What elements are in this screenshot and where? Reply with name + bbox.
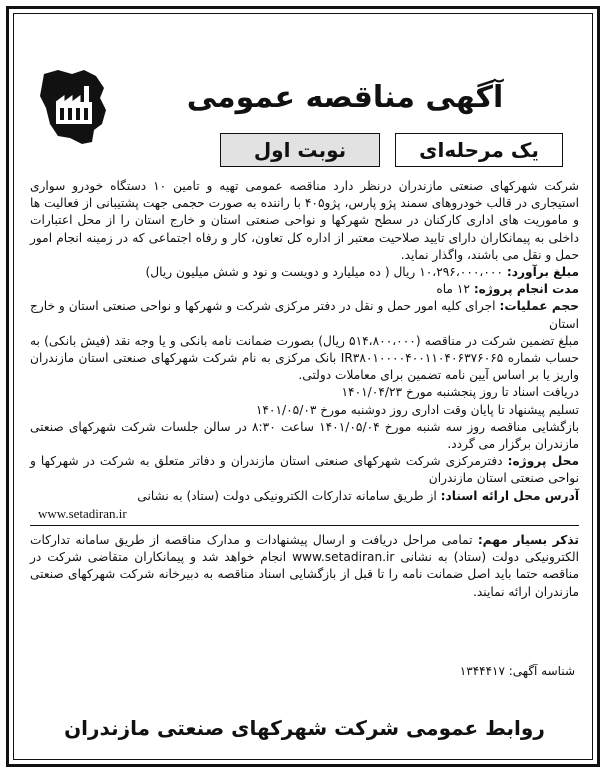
duration-label: مدت انجام پروژه: bbox=[473, 282, 579, 297]
scope-value: اجرای کلیه امور حمل و نقل در دفتر مرکزی شرکت و شهرکها و نواحی صنعتی استان و خارج استان bbox=[30, 299, 579, 331]
ad-title: آگهی مناقصه عمومی bbox=[186, 80, 504, 115]
opening-paragraph: بازگشایی مناقصه روز سه شنبه مورخ ۱۴۰۱/۰۵/۰۴ ساعت ۸:۳۰ در سالن جلسات شرکت شهرکهای صنعتی مازندران برگزار می گردد. bbox=[30, 419, 579, 452]
setadiran-link[interactable]: www.setadiran.ir bbox=[38, 505, 127, 521]
scope-label: حجم عملیات: bbox=[499, 299, 580, 314]
ad-id: شناسه آگهی: ۱۳۴۴۴۱۷ bbox=[459, 664, 575, 678]
estimate-line bbox=[30, 264, 579, 281]
scope-line bbox=[30, 298, 579, 332]
duration-value: ۱۲ ماه bbox=[436, 282, 470, 297]
iran-map-factory-icon bbox=[38, 64, 110, 148]
location-value: دفترمرکزی شرکت شهرکهای صنعتی استان مازندران و دفاتر متعلق به شرکت در شهرکها و نواحی صنعتی استان مازندران bbox=[30, 454, 579, 486]
guarantee-paragraph: مبلغ تضمین شرکت در مناقصه (۵۱۴،۸۰۰،۰۰۰ ریال) بصورت ضمانت نامه بانکی و یا وجه نقد (فیش بانکی) به حساب شماره IR۳۸۰۱۰۰۰۰۴۰۰۱۱۰۴۰۶۳۷۶۰۶۵ بانک مرکزی به نام شرکت شهرکهای صنعتی استان مازندران واریز یا بر اساس آیین نامه تضمین برای معاملات دولتی. bbox=[30, 333, 579, 383]
ad-body bbox=[30, 178, 579, 601]
duration-line bbox=[30, 281, 579, 298]
receive-docs-line: دریافت اسناد تا روز پنجشنبه مورخ ۱۴۰۱/۰۴/۲۳ bbox=[341, 385, 579, 400]
round-badge: نوبت اول bbox=[220, 133, 380, 167]
stage-badge: یک مرحله‌ای bbox=[395, 133, 563, 167]
note-value: تمامی مراحل دریافت و ارسال پیشنهادات و مدارک مناقصه از طریق سامانه تدارکات الکترونیکی دولت (ستاد) به نشانی www.setadiran.ir انجام خواهد شد و پیمانکاران متقاضی شرکت در مناقصه حتما باید اصل ضمانت نامه را تا قبل از بازگشایی اسناد مناقصه به دبیرخانه شرکت شهرکهای صنعتی مازندران ارائه نمایند. bbox=[30, 533, 579, 599]
intro-paragraph: شرکت شهرکهای صنعتی مازندران درنظر دارد مناقصه عمومی تهیه و تامین ۱۰ دستگاه خودرو سواری استیجاری در قالب خودروهای سمند پژو پارس، پژو۴۰۵ با راننده به صورت حجمی جهت پشتیبانی از فعالیت ها و ماموریت های اداری کارکنان در سطح شهرکها و نواحی صنعتی استان و خارج استان را از محل اعتبارات داخلی به پیمانکاران دارای تایید صلاحیت معتبر از اداره کل تعاون، کار و رفاه اجتماعی که در زمینه انجام امور حمل و نقل می باشند، واگذار نماید. bbox=[30, 179, 579, 262]
address-label: آدرس محل ارائه اسناد: bbox=[440, 488, 579, 503]
location-label: محل پروژه: bbox=[507, 454, 580, 469]
footer-publisher: روابط عمومی شرکت شهرکهای صنعتی مازندران bbox=[64, 716, 545, 740]
note-label: تذکر بسیار مهم: bbox=[477, 533, 580, 548]
note-paragraph bbox=[30, 532, 579, 601]
address-line bbox=[30, 488, 579, 505]
location-line bbox=[30, 453, 579, 487]
address-value: از طریق سامانه تدارکات الکترونیکی دولت (ستاد) به نشانی bbox=[137, 488, 437, 503]
estimate-label: مبلغ برآورد: bbox=[506, 265, 579, 280]
divider bbox=[30, 525, 579, 526]
submit-bids-line: تسلیم پیشنهاد تا پایان وقت اداری روز دوشنبه مورخ ۱۴۰۱/۰۵/۰۳ bbox=[255, 402, 579, 417]
url-line bbox=[30, 505, 579, 523]
estimate-value: ۱۰،۲۹۶،۰۰۰،۰۰۰ ریال ( ده میلیارد و دویست و نود و شش میلیون ریال) bbox=[145, 265, 503, 280]
